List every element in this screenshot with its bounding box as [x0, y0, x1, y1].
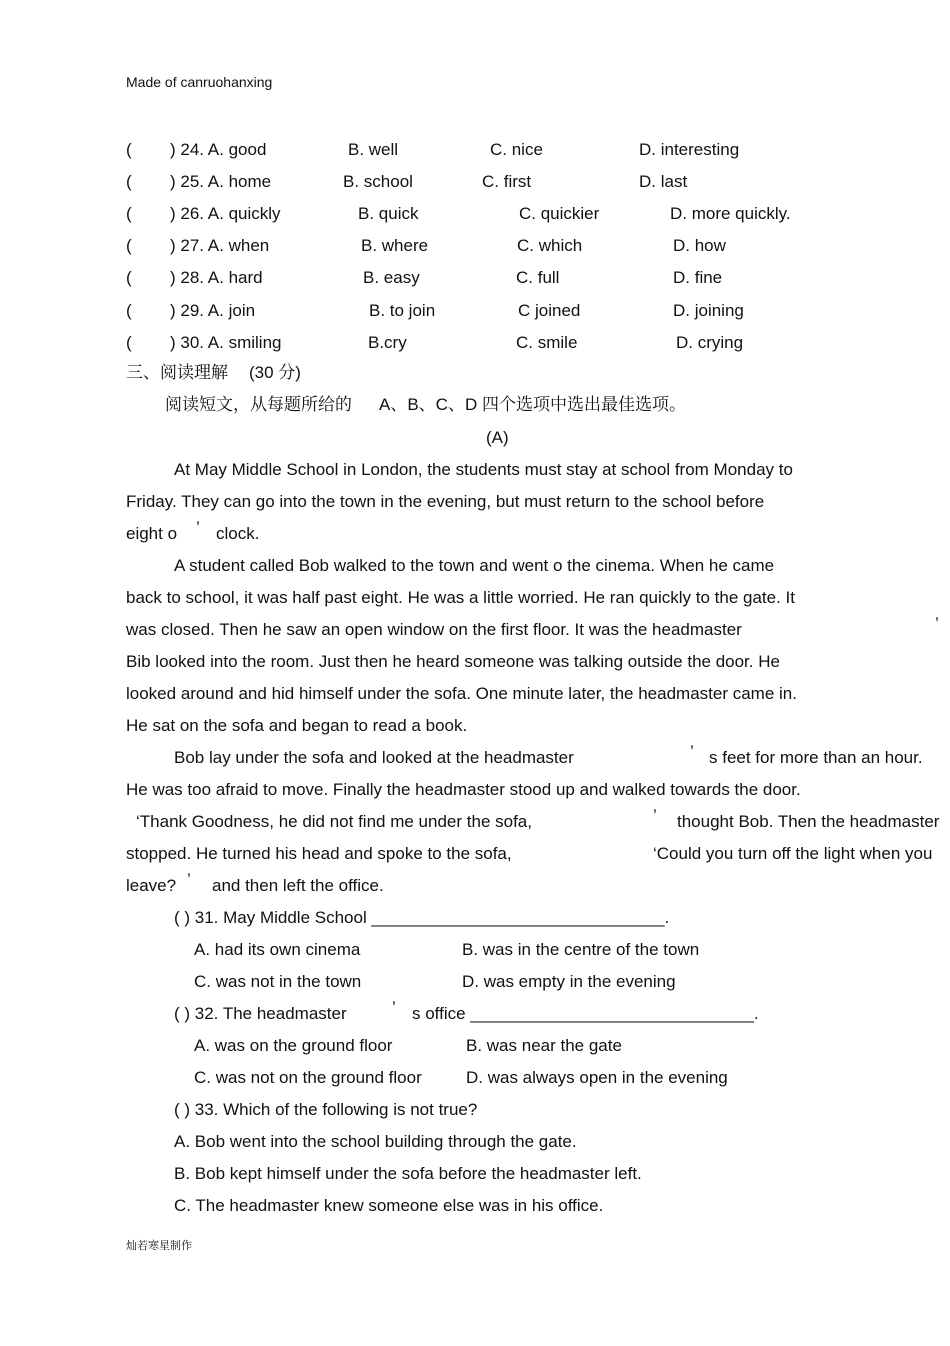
option-a: ) 29. A. join — [170, 301, 256, 320]
passage-line: clock. — [216, 524, 260, 543]
apostrophe-mark: ’ — [653, 806, 657, 825]
page-header: Made of canruohanxing — [126, 74, 273, 90]
question-33-option-c: C. The headmaster knew someone else was in his office. — [174, 1196, 604, 1215]
answer-paren: ( — [126, 301, 132, 320]
option-c: C. smile — [516, 333, 578, 352]
question-31-option-d: D. was empty in the evening — [462, 972, 676, 991]
option-b: B. well — [348, 140, 399, 159]
question-33: ( ) 33. Which of the following is not true? — [174, 1100, 478, 1119]
question-31-option-b: B. was in the centre of the town — [462, 940, 700, 959]
option-d: D. how — [673, 236, 726, 255]
apostrophe-mark: ’ — [690, 742, 694, 761]
option-c: C. full — [516, 268, 560, 287]
answer-paren: ( — [126, 172, 132, 191]
option-a: ) 26. A. quickly — [170, 204, 281, 223]
passage-line: He was too afraid to move. Finally the headmaster stood up and walked towards the door. — [126, 780, 801, 799]
option-a: ) 24. A. good — [170, 140, 267, 159]
page-footer: 灿若寒星制作 — [126, 1240, 192, 1252]
passage-line: ‘Could you turn off the light when you — [653, 844, 933, 863]
apostrophe-mark: ’ — [392, 998, 396, 1017]
passage-line: looked around and hid himself under the sofa. One minute later, the headmaster came in. — [126, 684, 797, 703]
question-32-option-b: B. was near the gate — [466, 1036, 622, 1055]
passage-line: At May Middle School in London, the students must stay at school from Monday to — [174, 460, 793, 479]
passage-label: (A) — [486, 428, 509, 447]
question-32-option-c: C. was not on the ground floor — [194, 1068, 422, 1087]
option-d: D. more quickly. — [670, 204, 791, 223]
option-b: B. where — [361, 236, 429, 255]
apostrophe-mark: ’ — [935, 614, 939, 633]
option-c: C. nice — [490, 140, 543, 159]
option-a: ) 28. A. hard — [170, 268, 263, 287]
passage-line: ‘Thank Goodness, he did not find me under the sofa, — [136, 812, 532, 831]
option-c: C. which — [517, 236, 583, 255]
question-31-option-a: A. had its own cinema — [194, 940, 361, 959]
passage-line: back to school, it was half past eight. He was a little worried. He ran quickly to the gate. It — [126, 588, 795, 607]
option-d: D. last — [639, 172, 688, 191]
answer-paren: ( — [126, 140, 132, 159]
option-c: C. first — [482, 172, 532, 191]
passage-line: and then left the office. — [212, 876, 384, 895]
option-a: ) 30. A. smiling — [170, 333, 282, 352]
question-31-option-c: C. was not in the town — [194, 972, 362, 991]
section-instruction: 阅读短文，从每题所给的 — [165, 395, 352, 414]
option-a: ) 27. A. when — [170, 236, 270, 255]
option-b: B. quick — [358, 204, 419, 223]
option-d: D. crying — [676, 333, 744, 352]
option-c: C. quickier — [519, 204, 600, 223]
passage-line: eight o — [126, 524, 178, 543]
passage-line: He sat on the sofa and began to read a book. — [126, 716, 468, 735]
option-b: B.cry — [368, 333, 407, 352]
option-a: ) 25. A. home — [170, 172, 272, 191]
section-score: (30 分) — [249, 363, 301, 382]
question-32-blank: s office ______________________________. — [412, 1004, 759, 1023]
passage-line: s feet for more than an hour. — [709, 748, 923, 767]
passage-line: Friday. They can go into the town in the evening, but must return to the school before — [126, 492, 765, 511]
answer-paren: ( — [126, 204, 132, 223]
question-32-option-d: D. was always open in the evening — [466, 1068, 728, 1087]
option-d: D. interesting — [639, 140, 740, 159]
passage-line: A student called Bob walked to the town and went o the cinema. When he came — [174, 556, 775, 575]
question-33-option-b: B. Bob kept himself under the sofa before the headmaster left. — [174, 1164, 642, 1183]
option-b: B. to join — [369, 301, 436, 320]
option-b: B. easy — [363, 268, 420, 287]
answer-paren: ( — [126, 268, 132, 287]
answer-paren: ( — [126, 333, 132, 352]
question-31: ( ) 31. May Middle School _______________________________. — [174, 908, 670, 927]
apostrophe-mark: ’ — [187, 870, 191, 889]
option-c: C joined — [518, 301, 581, 320]
option-b: B. school — [343, 172, 413, 191]
question-32-option-a: A. was on the ground floor — [194, 1036, 393, 1055]
option-d: D. fine — [673, 268, 723, 287]
passage-line: was closed. Then he saw an open window on the first floor. It was the headmaster — [126, 620, 742, 639]
passage-line: Bib looked into the room. Just then he heard someone was talking outside the door. He — [126, 652, 780, 671]
question-33-option-a: A. Bob went into the school building through the gate. — [174, 1132, 577, 1151]
section-title: 三、阅读理解 — [126, 363, 228, 382]
passage-line: leave? — [126, 876, 177, 895]
passage-line: stopped. He turned his head and spoke to the sofa, — [126, 844, 512, 863]
option-d: D. joining — [673, 301, 744, 320]
passage-line: Bob lay under the sofa and looked at the headmaster — [174, 748, 574, 767]
answer-paren: ( — [126, 236, 132, 255]
apostrophe-mark: ’ — [196, 518, 200, 537]
question-32: ( ) 32. The headmaster — [174, 1004, 347, 1023]
passage-line: thought Bob. Then the headmaster — [677, 812, 940, 831]
section-instruction-options: A、B、C、D 四个选项中选出最佳选项。 — [379, 395, 686, 414]
